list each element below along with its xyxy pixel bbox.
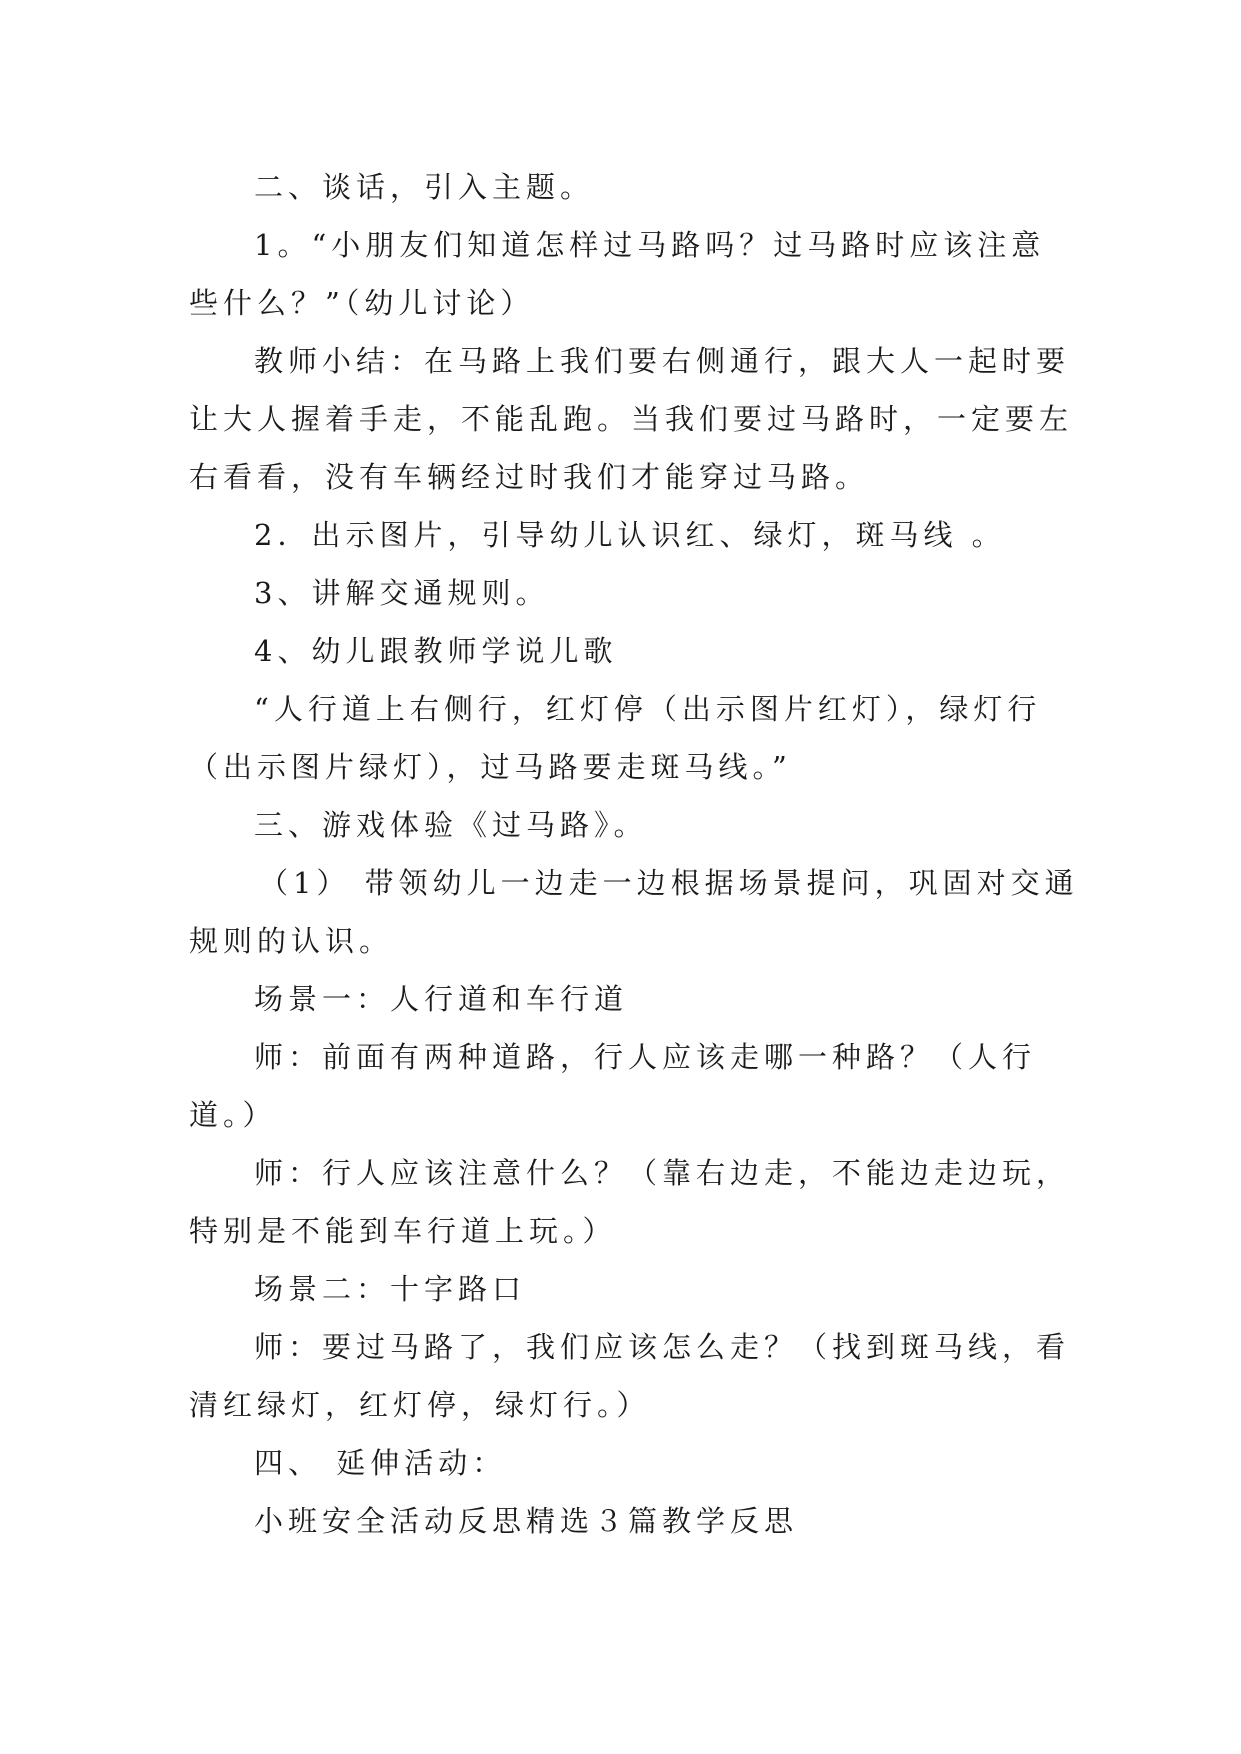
- paragraph-line: 教师小结：在马路上我们要右侧通行，跟大人一起时要: [254, 344, 1071, 378]
- paragraph-line: 些什么？”（幼儿讨论）: [189, 286, 535, 320]
- document-title-line: 小班安全活动反思精选３篇教学反思: [254, 1504, 799, 1538]
- paragraph-line: 4、幼儿跟教师学说儿歌: [254, 634, 618, 668]
- paragraph-line: 3、讲解交通规则。: [254, 576, 550, 610]
- scene-heading: 场景二：十字路口: [254, 1272, 527, 1306]
- paragraph-line: 师：行人应该注意什么？（靠右边走，不能边走边玩，: [254, 1156, 1071, 1190]
- paragraph-line: 特别是不能到车行道上玩。）: [189, 1214, 617, 1248]
- section-heading-game: 三、游戏体验《过马路》。: [254, 808, 648, 842]
- paragraph-line: 规则的认识。: [189, 924, 394, 958]
- rhyme-line: （出示图片绿灯），过马路要走斑马线。”: [189, 750, 792, 784]
- paragraph-line: 右看看，没有车辆经过时我们才能穿过马路。: [189, 460, 870, 494]
- scene-heading: 场景一：人行道和车行道: [254, 982, 629, 1016]
- paragraph-line: 道。）: [189, 1098, 277, 1132]
- paragraph-line: （1） 带领幼儿一边走一边根据场景提问，巩固对交通: [259, 866, 1079, 900]
- paragraph-line: 2．出示图片，引导幼儿认识红、绿灯，斑马线 。: [254, 518, 1006, 552]
- paragraph-line: 1。“小朋友们知道怎样过马路吗？过马路时应该注意: [254, 228, 1046, 262]
- paragraph-line: 师：前面有两种道路，行人应该走哪一种路？（人行: [254, 1040, 1037, 1074]
- paragraph-line: 师：要过马路了，我们应该怎么走？（找到斑马线，看: [254, 1330, 1071, 1364]
- rhyme-line: “人行道上右侧行，红灯停（出示图片红灯），绿灯行: [254, 692, 1042, 726]
- section-heading-talk: 二、谈话，引入主题。: [254, 170, 595, 204]
- paragraph-line: 让大人握着手走，不能乱跑。当我们要过马路时，一定要左: [189, 402, 1074, 436]
- paragraph-line: 清红绿灯，红灯停，绿灯行。）: [189, 1388, 651, 1422]
- section-heading-extension: 四、 延伸活动：: [254, 1446, 507, 1480]
